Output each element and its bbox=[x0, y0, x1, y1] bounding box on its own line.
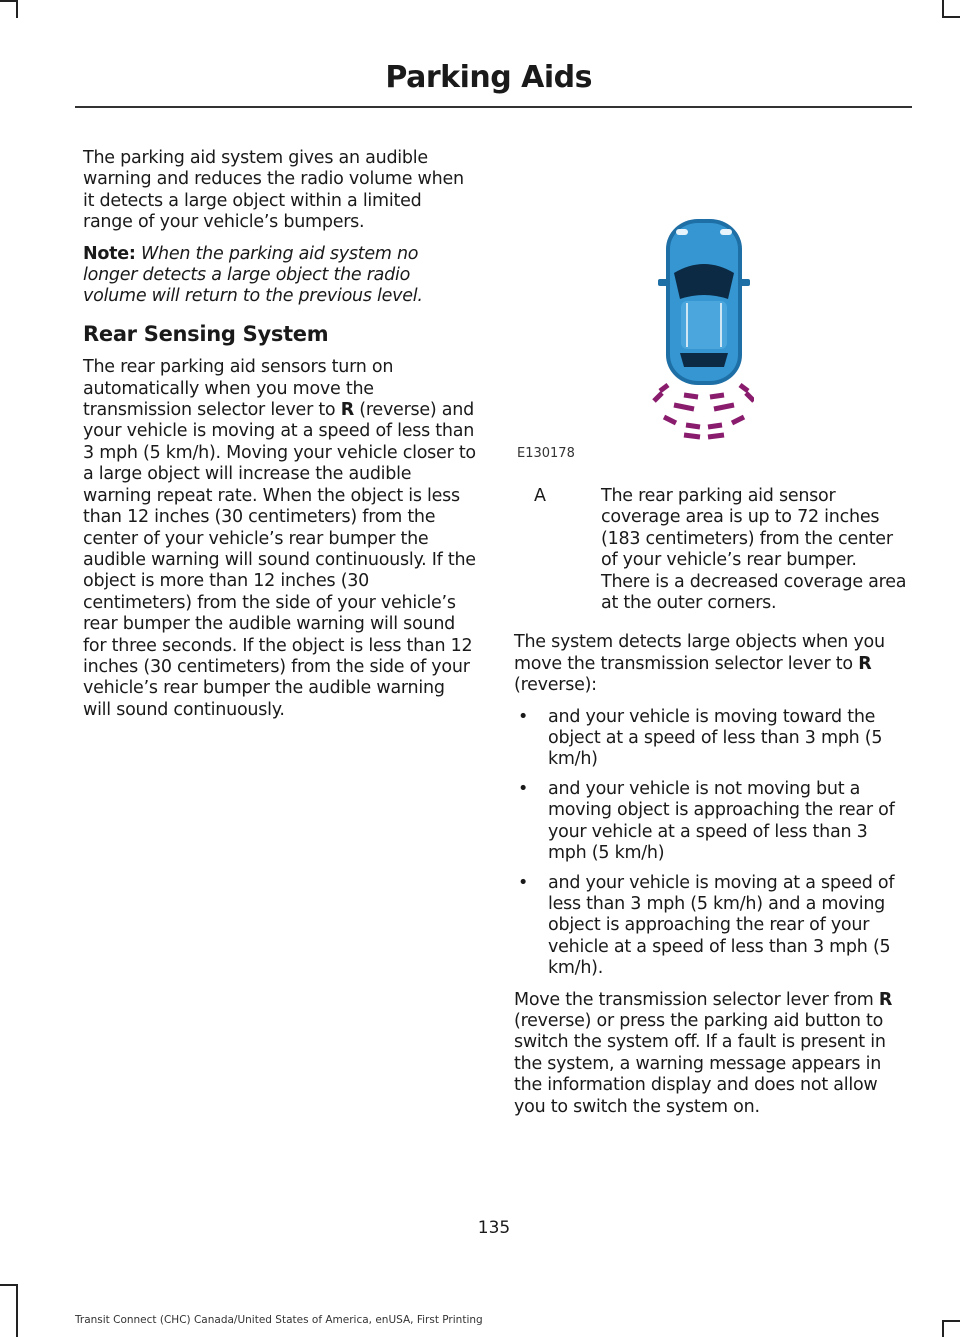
condition-list bbox=[514, 707, 909, 980]
bullet: • bbox=[518, 872, 529, 893]
reverse-gear-symbol: R bbox=[340, 400, 354, 421]
legend-text: The rear parking aid sensor coverage area is up to 72 inches (183 centimeters) from the center of your vehicle’s rear bumper. There is a decreased coverage area at the outer corners. bbox=[601, 486, 907, 614]
list-item bbox=[514, 779, 909, 865]
vehicle-top-view-icon bbox=[514, 213, 754, 463]
crop-mark bbox=[16, 1284, 18, 1337]
crop-mark bbox=[942, 1320, 960, 1322]
rear-sensing-text-2: (reverse) and your vehicle is moving at a speed of less than 3 mph (5 km/h). Moving your vehicle closer to a large object will increase the audible warning repeat rate. When the object is less than 12 inches (30 centimeters) from the center of your vehicle’s rear bumper the audible warning will sound continuously. If the object is more than 12 inches (30 centimeters) from the side of your vehicle’s rear bumper the audible warning will sound for three seconds. If the object is less than 12 inches (30 centimeters) from the side of your vehicle’s rear bumper the audible warning will sound continuously. bbox=[83, 400, 476, 720]
note-paragraph bbox=[83, 244, 476, 308]
publication-footer: Transit Connect (CHC) Canada/United States of America, enUSA, First Printing bbox=[75, 1314, 483, 1326]
figure-id: E130178 bbox=[517, 446, 575, 461]
crop-mark bbox=[0, 1284, 18, 1286]
bullet: • bbox=[518, 778, 529, 799]
crop-mark bbox=[942, 1320, 944, 1337]
vehicle-sensor-illustration bbox=[514, 213, 754, 463]
page-number: 135 bbox=[477, 1218, 511, 1238]
rear-sensing-text-1: The rear parking aid sensors turn on automatically when you move the transmission selector lever to bbox=[83, 357, 394, 421]
list-item bbox=[514, 707, 909, 771]
rear-sensing-paragraph bbox=[83, 357, 476, 721]
crop-mark bbox=[16, 0, 18, 18]
header-rule bbox=[75, 106, 912, 108]
reverse-gear-symbol: R bbox=[878, 989, 893, 1010]
bullet: • bbox=[518, 706, 529, 727]
list-item-text: and your vehicle is moving at a speed of less than 3 mph (5 km/h) and a moving object is approaching the rear of your vehicle at a speed of less than 3 mph (5 km/h). bbox=[548, 872, 895, 979]
list-item-text: and your vehicle is not moving but a moving object is approaching the rear of your vehicle at a speed of less than 3 mph (5 km/h) bbox=[548, 778, 895, 864]
list-item bbox=[514, 873, 909, 980]
switch-text-1: Move the transmission selector lever from bbox=[514, 989, 874, 1010]
list-item-text: and your vehicle is moving toward the object at a speed of less than 3 mph (5 km/h) bbox=[548, 706, 883, 770]
detect-paragraph bbox=[514, 632, 909, 696]
section-title: Parking Aids bbox=[385, 60, 592, 95]
section-heading: Rear Sensing System bbox=[83, 321, 329, 346]
right-column bbox=[514, 486, 909, 1128]
note-label: Note: bbox=[83, 243, 136, 264]
left-column bbox=[83, 148, 476, 731]
intro-paragraph: The parking aid system gives an audible warning and reduces the radio volume when it detects a large object within a limited range of your vehicle’s bumpers. bbox=[83, 148, 464, 233]
reverse-gear-symbol: R bbox=[858, 653, 872, 674]
detect-text-2: (reverse): bbox=[514, 675, 597, 696]
note-text: When the parking aid system no longer detects a large object the radio volume will return to the previous level. bbox=[83, 243, 423, 307]
sensor-arcs bbox=[654, 385, 754, 437]
switch-off-paragraph bbox=[514, 990, 909, 1118]
crop-mark bbox=[942, 16, 960, 18]
detect-text-1: The system detects large objects when you move the transmission selector lever to bbox=[514, 632, 885, 674]
switch-text-2: (reverse) or press the parking aid button to switch the system off. If a fault is present in the system, a warning message appears in the information display and does not allow you to switch the system on. bbox=[514, 1010, 886, 1117]
legend-key: A bbox=[534, 486, 546, 506]
figure-legend bbox=[514, 486, 909, 614]
